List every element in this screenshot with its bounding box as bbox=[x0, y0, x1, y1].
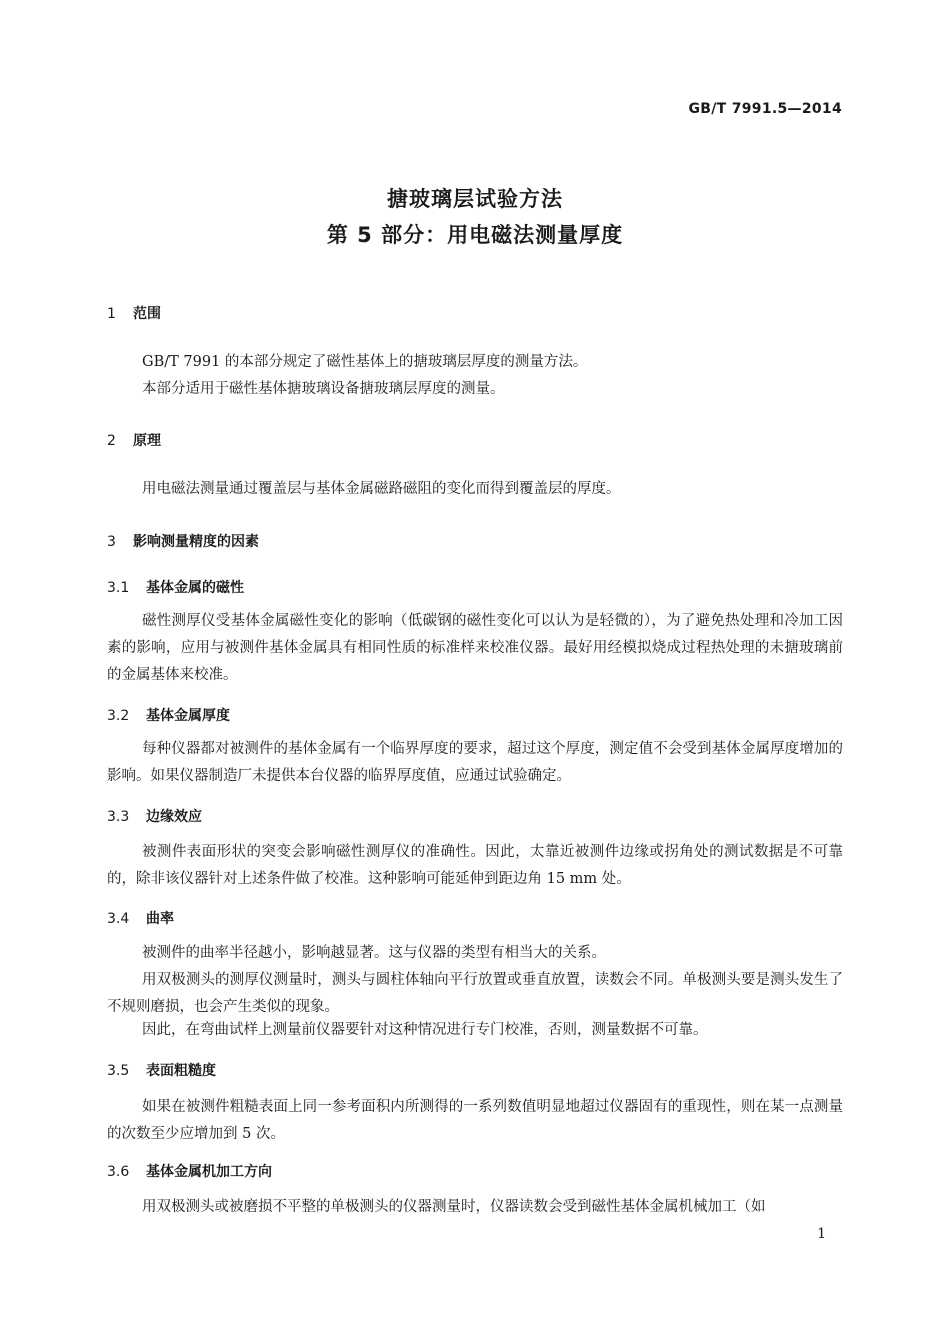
section-title: 影响测量精度的因素 bbox=[133, 534, 259, 550]
section-2-heading bbox=[107, 430, 161, 450]
section-number: 3.2 bbox=[107, 708, 130, 724]
section-number: 3.3 bbox=[107, 809, 130, 825]
section-number: 3.5 bbox=[107, 1063, 130, 1079]
section-title: 基体金属机加工方向 bbox=[146, 1164, 272, 1180]
section-3-4-paragraph-3: 因此，在弯曲试样上测量前仪器要针对这种情况进行专门校准，否则，测量数据不可靠。 bbox=[142, 1022, 708, 1038]
section-title: 边缘效应 bbox=[146, 809, 202, 825]
section-3-6-heading bbox=[107, 1161, 272, 1181]
section-3-1-paragraph-1: 磁性测厚仪受基体金属磁性变化的影响（低碳钢的磁性变化可以认为是轻微的），为了避免热处理和冷加工因素的影响，应用与被测件基体金属具有相同性质的标准样来校准仪器。最好用经模拟烧成过程热处理的未搪玻璃前的金属基体来校准。 bbox=[107, 613, 843, 683]
section-title: 范围 bbox=[133, 306, 161, 322]
section-number: 3.4 bbox=[107, 911, 130, 927]
section-number: 3 bbox=[107, 534, 116, 550]
section-3-2-heading bbox=[107, 705, 230, 725]
section-title: 表面粗糙度 bbox=[146, 1063, 216, 1079]
section-title: 曲率 bbox=[146, 911, 174, 927]
section-3-4-heading bbox=[107, 908, 174, 928]
section-3-3-heading bbox=[107, 806, 202, 826]
section-title: 原理 bbox=[133, 433, 161, 449]
section-2-paragraph-1: 用电磁法测量通过覆盖层与基体金属磁路磁阻的变化而得到覆盖层的厚度。 bbox=[142, 481, 621, 497]
standard-code: GB/T 7991.5—2014 bbox=[688, 101, 842, 117]
section-1-paragraph-2: 本部分适用于磁性基体搪玻璃设备搪玻璃层厚度的测量。 bbox=[142, 381, 505, 397]
section-3-4-paragraph-1: 被测件的曲率半径越小，影响越显著。这与仪器的类型有相当大的关系。 bbox=[142, 945, 606, 961]
section-number: 2 bbox=[107, 433, 116, 449]
section-number: 1 bbox=[107, 306, 116, 322]
section-title: 基体金属的磁性 bbox=[146, 580, 244, 596]
section-1-paragraph-1: GB/T 7991 的本部分规定了磁性基体上的搪玻璃层厚度的测量方法。 bbox=[142, 354, 588, 370]
section-3-3-paragraph-1: 被测件表面形状的突变会影响磁性测厚仪的准确性。因此，太靠近被测件边缘或拐角处的测试数据是不可靠的，除非该仪器针对上述条件做了校准。这种影响可能延伸到距边角 15 mm 处。 bbox=[107, 844, 843, 887]
section-number: 3.6 bbox=[107, 1164, 130, 1180]
document-title-line1: 搪玻璃层试验方法 bbox=[387, 187, 563, 211]
section-title: 基体金属厚度 bbox=[146, 708, 230, 724]
section-3-5-heading bbox=[107, 1060, 216, 1080]
section-3-heading bbox=[107, 531, 259, 551]
section-3-4-paragraph-2: 用双极测头的测厚仪测量时，测头与圆柱体轴向平行放置或垂直放置，读数会不同。单极测头要是测头发生了不规则磨损，也会产生类似的现象。 bbox=[107, 972, 843, 1015]
section-3-2-paragraph-1: 每种仪器都对被测件的基体金属有一个临界厚度的要求，超过这个厚度，测定值不会受到基体金属厚度增加的影响。如果仪器制造厂未提供本台仪器的临界厚度值，应通过试验确定。 bbox=[107, 741, 843, 784]
section-3-5-paragraph-1: 如果在被测件粗糙表面上同一参考面积内所测得的一系列数值明显地超过仪器固有的重现性，则在某一点测量的次数至少应增加到 5 次。 bbox=[107, 1099, 843, 1142]
section-number: 3.1 bbox=[107, 580, 130, 596]
page-number: 1 bbox=[817, 1226, 826, 1242]
section-1-heading bbox=[107, 303, 161, 323]
section-3-1-heading bbox=[107, 577, 244, 597]
section-3-6-paragraph-1: 用双极测头或被磨损不平整的单极测头的仪器测量时，仪器读数会受到磁性基体金属机械加工（如 bbox=[142, 1199, 766, 1215]
document-title-line2: 第 5 部分：用电磁法测量厚度 bbox=[326, 223, 624, 247]
